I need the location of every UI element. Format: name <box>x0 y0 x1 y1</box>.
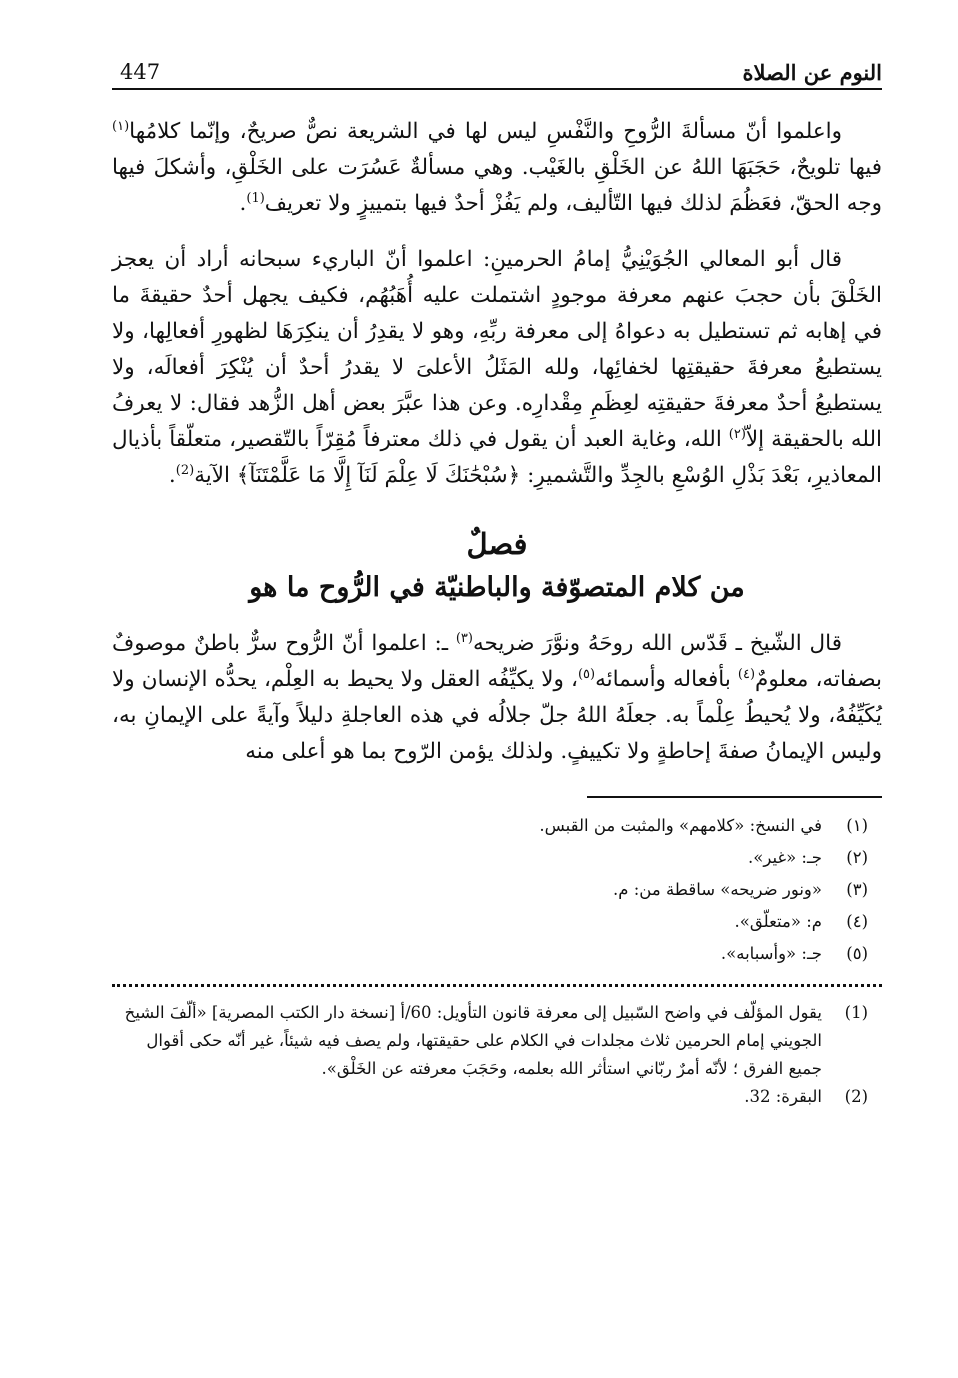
editor-note-text: البقرة: 32. <box>744 1087 822 1106</box>
footnote-text: «ونور ضريحه» ساقطة من: م. <box>613 880 822 899</box>
footnote-number: (٢) <box>846 848 868 867</box>
editor-notes-list <box>112 999 882 1111</box>
footnote-text: جـ: «وأسبابه». <box>720 944 822 963</box>
footnote-ref: (٢) <box>728 426 746 442</box>
footnote-text: م: «متعلّق». <box>734 912 822 931</box>
paragraph-1 <box>112 114 882 222</box>
editor-notes-separator <box>112 984 882 987</box>
footnote-ref: (٤) <box>737 666 756 682</box>
text-run: قال الشّيخ ـ قَدّس الله روحَهُ ونوَّرَ ضريحه <box>472 631 842 656</box>
footnote <box>112 810 882 842</box>
footnote-ref: (٣) <box>455 630 473 646</box>
footnote-number: (٥) <box>846 944 868 963</box>
editor-note <box>112 999 882 1083</box>
text-run: بأفعاله وأسمائه <box>595 667 738 692</box>
text-run: واعلموا أنّ مسألةَ الرُّوحِ والنَّفْسِ ليس لها في الشريعة نصٌّ صريحٌ، وإنّما كلامُها <box>129 119 842 144</box>
section-heading <box>112 522 882 610</box>
section-title: من كلام المتصوّفة والباطنيّة في الرُّوح ما هو <box>249 572 745 603</box>
paragraph-3 <box>112 626 882 770</box>
footnote <box>112 906 882 938</box>
editor-note-text: يقول المؤلّف في واضح السّبيل إلى معرفة قانون التأويل: 60/أ [نسخة دار الكتب المصرية] «ألّفَ الشيخ الجويني إمام الحرمين ثلاث مجلدات في الكلام على حقيقتها، ولم يصف فيه شيئاً، غير أنّه حكى أقوال جميع الفرق ؛ لأنّه أمرٌ ربّاني استأثر الله بعلمه، وحَجَبَ معرفته عن الخَلْق». <box>124 1003 822 1078</box>
text-run: . <box>239 191 247 216</box>
page-number: 447 <box>120 60 161 84</box>
footnote-ref: (٥) <box>577 666 596 682</box>
footnote-number: (١) <box>846 816 868 835</box>
editor-note-ref: (1) <box>246 190 265 206</box>
footnote-text: جـ: «غير». <box>748 848 822 867</box>
footnote-separator <box>587 796 882 798</box>
text-run: . <box>168 463 176 488</box>
text-run: ، ولا يكيِّفُه العقل ولا يحيط به العِلْم، يحدُّه الإنسان ولا يُكَيِّفُهُ، ولا يُحيطُ عِلْماً به. جعلَهُ اللهُ جلّ جلالُه في هذه العاجلةِ دليلاً وآيةً على الإيمانِ به، وليس الإيمانُ صفةَ إحاطةٍ ولا تكييفٍ. ولذلك يؤمن الرّوح بما هو أعلى منه <box>112 667 882 764</box>
footnote <box>112 842 882 874</box>
section-label: فصلٌ <box>466 527 528 561</box>
editor-note-number: (1) <box>844 1003 868 1022</box>
book-page <box>112 60 882 1111</box>
footnote-number: (٤) <box>846 912 868 931</box>
header-title: النوم عن الصلاة <box>742 60 882 85</box>
text-run: ـ: اعلموا أنّ الرُّوح سرٌّ باطنٌ موصوفٌ بصفاته، معلومٌ <box>112 631 883 692</box>
text-run: الله، وغاية العبد أن يقول في ذلك معترفاً مُقِرّاً بالتّقصير، متعلّقاً بأذيال المعاذيرِ، بَعْدَ بَذْلِ الوُسْعِ بالجِدِّ والتَّشميرِ: ﴿سُبْحَٰنَكَ لَا عِلْمَ لَنَآ إِلَّا مَا عَلَّمْتَنَآ﴾ الآية <box>112 427 882 488</box>
footnote-text: في النسخ: «كلامهم» والمثبت من القبس. <box>539 816 822 835</box>
text-run: فيها تلويحٌ، حَجَبَهَا اللهُ عن الخَلْقِ بالغَيْب. وهي مسألةٌ عَسُرَت على الخَلْقِ، وأشكلَ فيها وجه الحقّ، فعَظُمَ لذلك فيها التّأليف، ولم يَفُزْ أحدٌ فيها بتمييزٍ ولا تعريف <box>112 155 882 216</box>
text-run: قال أبو المعالي الجُوَيْنِيُّ إمامُ الحرمينِ: اعلموا أنّ الباريء سبحانه أراد أن يعجز الخَلْقَ بأن حجبَ عنهم معرفة موجودٍ اشتملت عليه أُهَبُهُم، فكيف يجهل أحدٌ حقيقةَ ما في إهابه ثم تستطيل به دعواهُ إلى معرفة ربِّهِ، وهو لا يقدِرُ أن ينكِرَهَا لظهورِ أفعالِها، ولا يستطيعُ معرفةَ حقيقتِها لخفائِها، ولله المَثَلُ الأعلىَ لا يقدرُ أحدٌ أن يُنْكِرَ أفعالَه، ولا يستطيعُ أحدٌ معرفةَ حقيقتِه لعِظَمِ مِقْدارِه. وعن هذا عبَّرَ بعض أهل الزُّهد فقال: لا يعرفُ الله بالحقيقة إلاّ <box>112 247 882 452</box>
footnote-ref: (١) <box>112 118 130 134</box>
footnote-number: (٣) <box>846 880 868 899</box>
running-header <box>112 60 882 90</box>
editor-note <box>112 1083 882 1111</box>
footnote <box>112 874 882 906</box>
footnote <box>112 938 882 970</box>
footnotes-list <box>112 810 882 970</box>
editor-note-number: (2) <box>844 1087 868 1106</box>
editor-note-ref: (2) <box>175 462 195 478</box>
paragraph-2 <box>112 242 882 494</box>
